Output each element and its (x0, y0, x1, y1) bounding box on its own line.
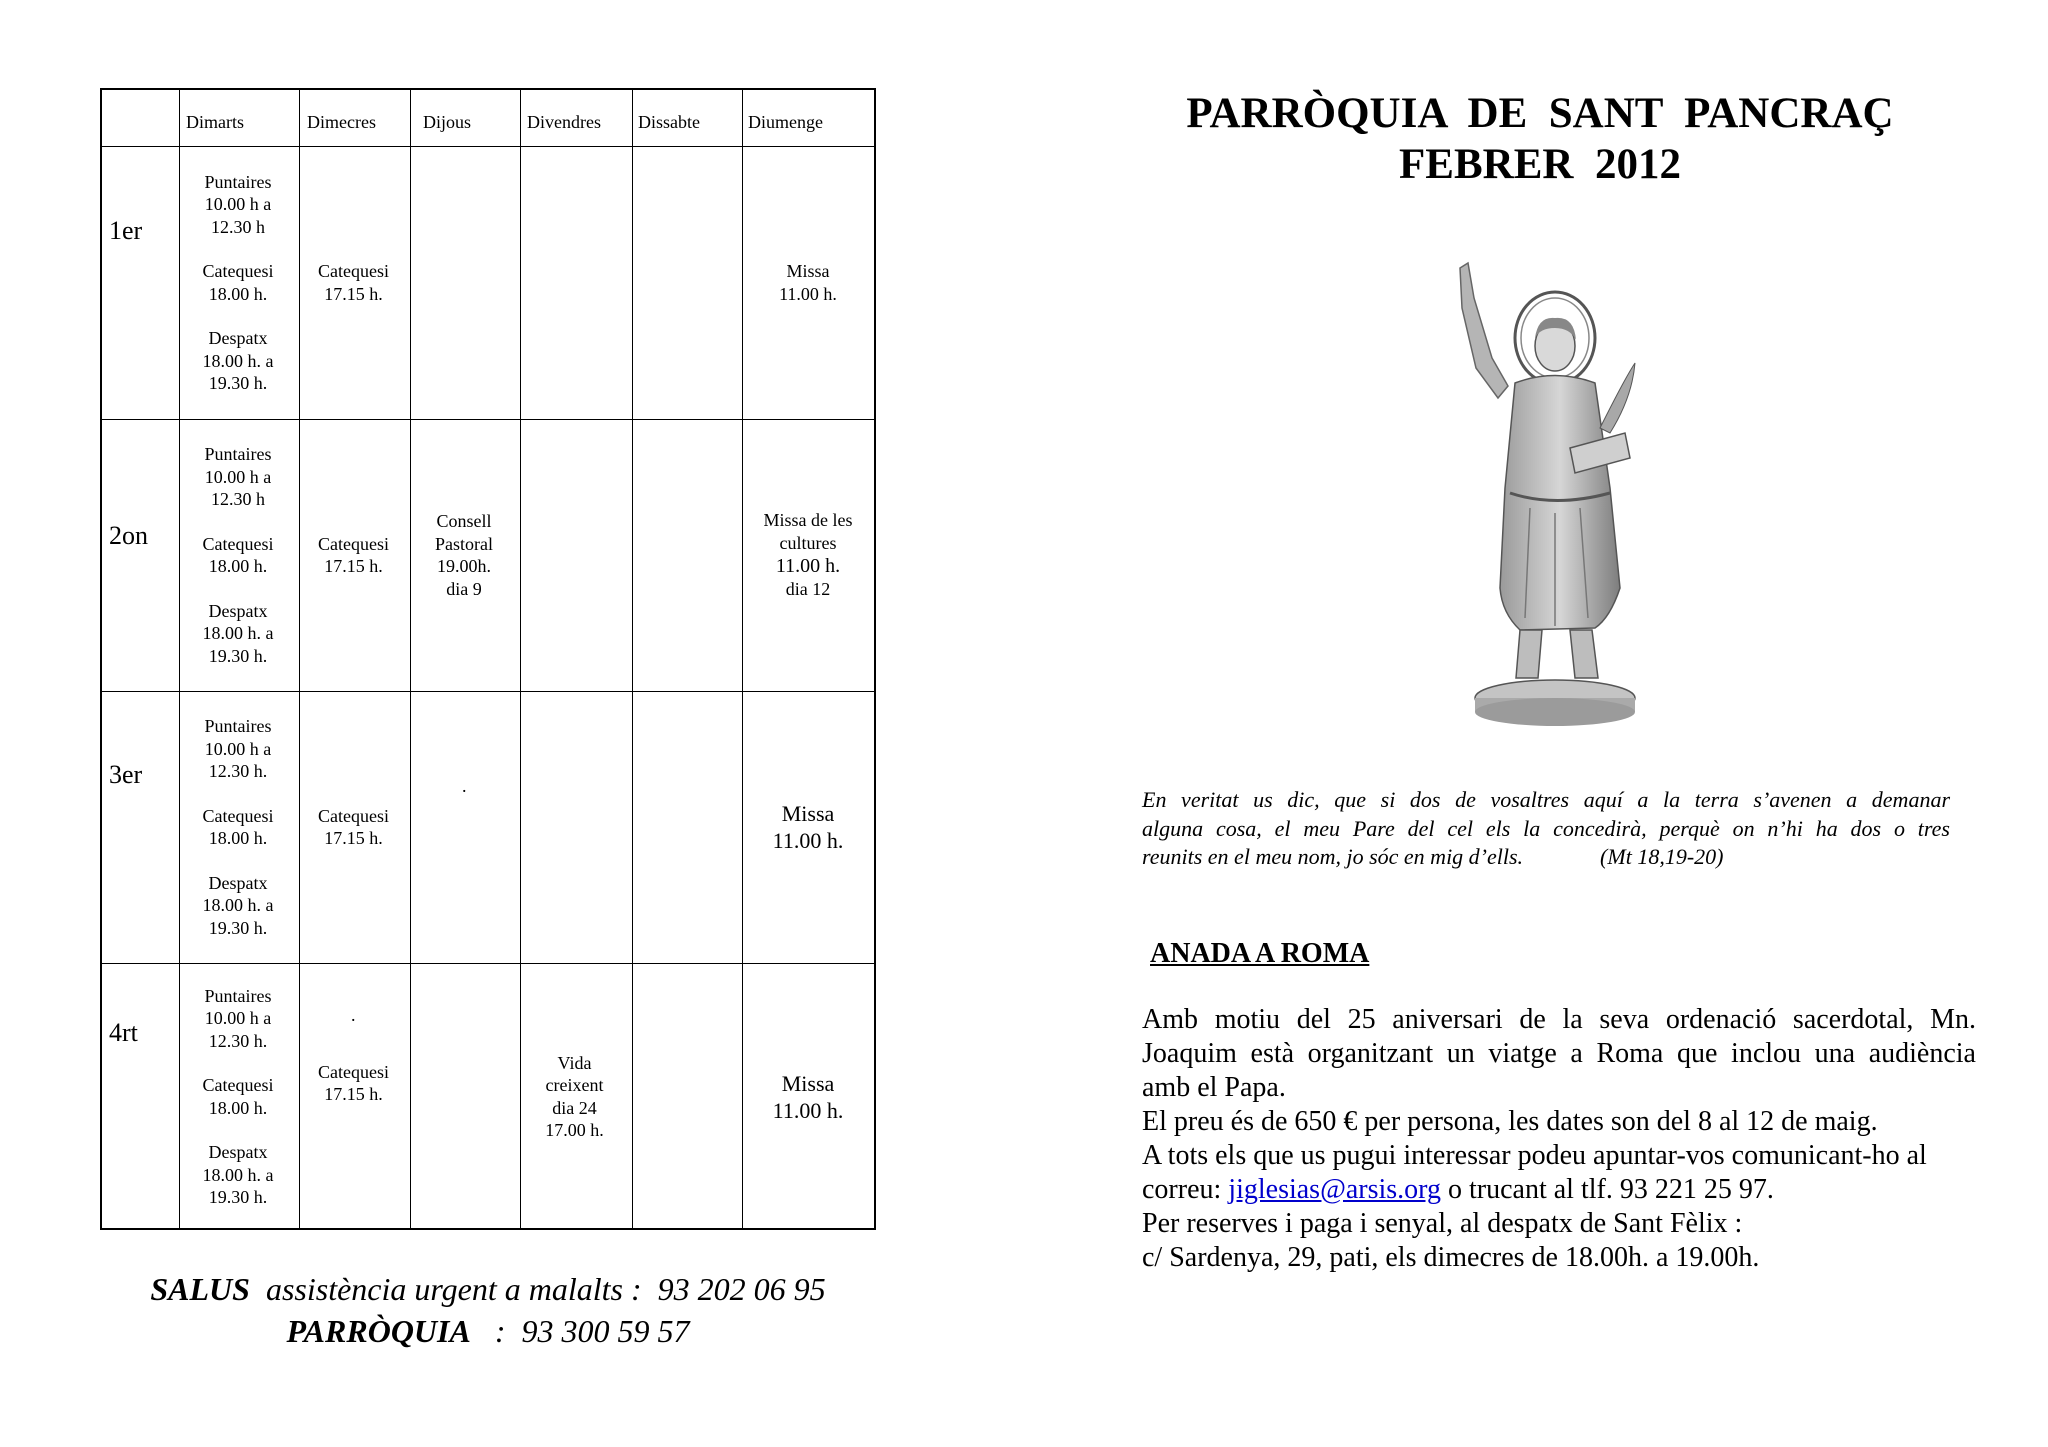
body-line-8: c/ Sardenya, 29, pati, els dimecres de 18.00h. a 19.00h. (1142, 1242, 1760, 1273)
entry-vida-creixent: Vida creixent dia 24 17.00 h. (545, 1052, 604, 1140)
cell-week3-dimarts (178, 691, 298, 963)
entry-missa-day: dia 12 (785, 579, 831, 600)
entry-consell-pastoral: Consell Pastoral 19.00h. dia 9 (435, 511, 493, 599)
parish-line (100, 1310, 876, 1352)
entry-puntaires: Puntaires 10.00 h a 12.30 h (204, 171, 272, 237)
body-line-3: amb el Papa. (1142, 1072, 1286, 1103)
entry-catequesi: Catequesi 18.00 h. (202, 1075, 274, 1118)
cell-week2-diumenge (740, 419, 876, 691)
cell-week1-dimarts (178, 146, 298, 419)
entry-catequesi: Catequesi 17.15 h. (318, 261, 389, 304)
cell-week1-dimecres (298, 146, 409, 419)
phone-text: o trucant al tlf. 93 221 25 97. (1441, 1174, 1774, 1205)
body-line-7: Per reserves i paga i senyal, al despatx de Sant Fèlix : (1142, 1208, 1743, 1239)
cell-week4-diumenge (740, 963, 876, 1230)
header-divendres: Divendres (527, 112, 601, 132)
salus-name: SALUS (150, 1271, 250, 1307)
parish-text: : 93 300 59 57 (470, 1313, 690, 1349)
title-line-2: FEBRER 2012 (1399, 141, 1681, 188)
entry-catequesi: Catequesi 18.00 h. (202, 533, 274, 576)
body-line-5: A tots els que us pugui interessar podeu apuntar-vos comunicant-ho al (1142, 1140, 1927, 1171)
body-line-4: El preu és de 650 € per persona, les dates son del 8 al 12 de maig. (1142, 1106, 1878, 1137)
contacts-footer (100, 1268, 876, 1352)
cell-week3-dimecres (298, 691, 409, 963)
page-title (1130, 88, 1950, 190)
email-link[interactable]: jiglesias@arsis.org (1228, 1174, 1441, 1205)
section-body (1142, 1003, 1976, 1275)
cell-week4-dimecres-dot: . (351, 1005, 356, 1025)
entry-despatx: Despatx 18.00 h. a 19.30 h. (202, 1142, 274, 1207)
entry-catequesi: Catequesi 18.00 h. (202, 261, 274, 304)
header-dimecres: Dimecres (307, 112, 376, 132)
cell-week2-dimarts (178, 419, 298, 691)
entry-missa: Missa 11.00 h. (772, 801, 844, 853)
title-line-1: PARRÒQUIA DE SANT PANCRAÇ (1186, 90, 1894, 137)
header-dissabte: Dissabte (638, 112, 700, 132)
entry-catequesi: Catequesi 17.15 h. (318, 533, 389, 576)
entry-despatx: Despatx 18.00 h. a 19.30 h. (202, 328, 274, 393)
week-label-1: 1er (109, 216, 143, 245)
entry-catequesi: Catequesi 18.00 h. (202, 805, 274, 848)
week-label-4: 4rt (109, 1018, 138, 1047)
salus-line (100, 1268, 876, 1310)
gospel-quote (1142, 786, 1950, 872)
entry-puntaires: Puntaires 10.00 h a 12.30 h (204, 444, 272, 509)
entry-missa-time: 11.00 h. (775, 555, 841, 578)
quote-line-3: reunits en el meu nom, jo sóc en mig d’ells. (Mt 18,19-20) (1142, 844, 1724, 869)
saint-statue-image (1420, 258, 1670, 728)
entry-missa: Missa 11.00 h. (779, 261, 837, 304)
body-line-1: Amb motiu del 25 aniversari de la seva ordenació sacerdotal, Mn. (1142, 1004, 1976, 1035)
entry-despatx: Despatx 18.00 h. a 19.30 h. (202, 872, 274, 938)
header-dijous: Dijous (423, 112, 472, 132)
cell-week2-dijous (409, 419, 519, 691)
entry-catequesi: Catequesi 17.15 h. (318, 805, 389, 848)
quote-line-2: alguna cosa, el meu Pare del cel els la concedirà, perquè on n’hi ha dos o tres (1142, 815, 1950, 841)
body-line-2: Joaquim està organitzant un viatge a Roma que inclou una audiència (1142, 1038, 1976, 1069)
cell-week3-diumenge (740, 691, 876, 963)
entry-missa-cultures: Missa de les cultures (763, 510, 853, 553)
body-line-6 (1142, 1173, 1976, 1207)
entry-missa: Missa 11.00 h. (772, 1070, 844, 1123)
header-dimarts: Dimarts (186, 112, 244, 132)
entry-puntaires: Puntaires 10.00 h a 12.30 h. (204, 716, 272, 781)
salus-text: assistència urgent a malalts : 93 202 06 95 (249, 1271, 826, 1307)
week-label-3: 3er (109, 760, 143, 789)
email-label: correu: (1142, 1174, 1229, 1205)
header-diumenge: Diumenge (748, 112, 823, 132)
cell-week4-dimarts (178, 963, 298, 1230)
week-label-2: 2on (109, 521, 148, 550)
cell-week4-divendres (519, 963, 630, 1230)
cell-week4-dimecres (298, 1043, 409, 1123)
entry-catequesi: Catequesi 17.15 h. (318, 1061, 389, 1104)
parish-name: PARRÒQUIA (286, 1313, 471, 1349)
cell-week2-dimecres (298, 419, 409, 691)
quote-line-1: En veritat us dic, que si dos de vosaltres aquí a la terra s’avenen a demanar (1142, 787, 1950, 812)
entry-despatx: Despatx 18.00 h. a 19.30 h. (202, 600, 274, 666)
entry-puntaires: Puntaires 10.00 h a 12.30 h. (204, 985, 272, 1051)
cell-week3-dijous-dot: . (462, 776, 467, 796)
section-title: ANADA A ROMA (1150, 938, 1370, 969)
cell-week1-diumenge (740, 146, 876, 419)
